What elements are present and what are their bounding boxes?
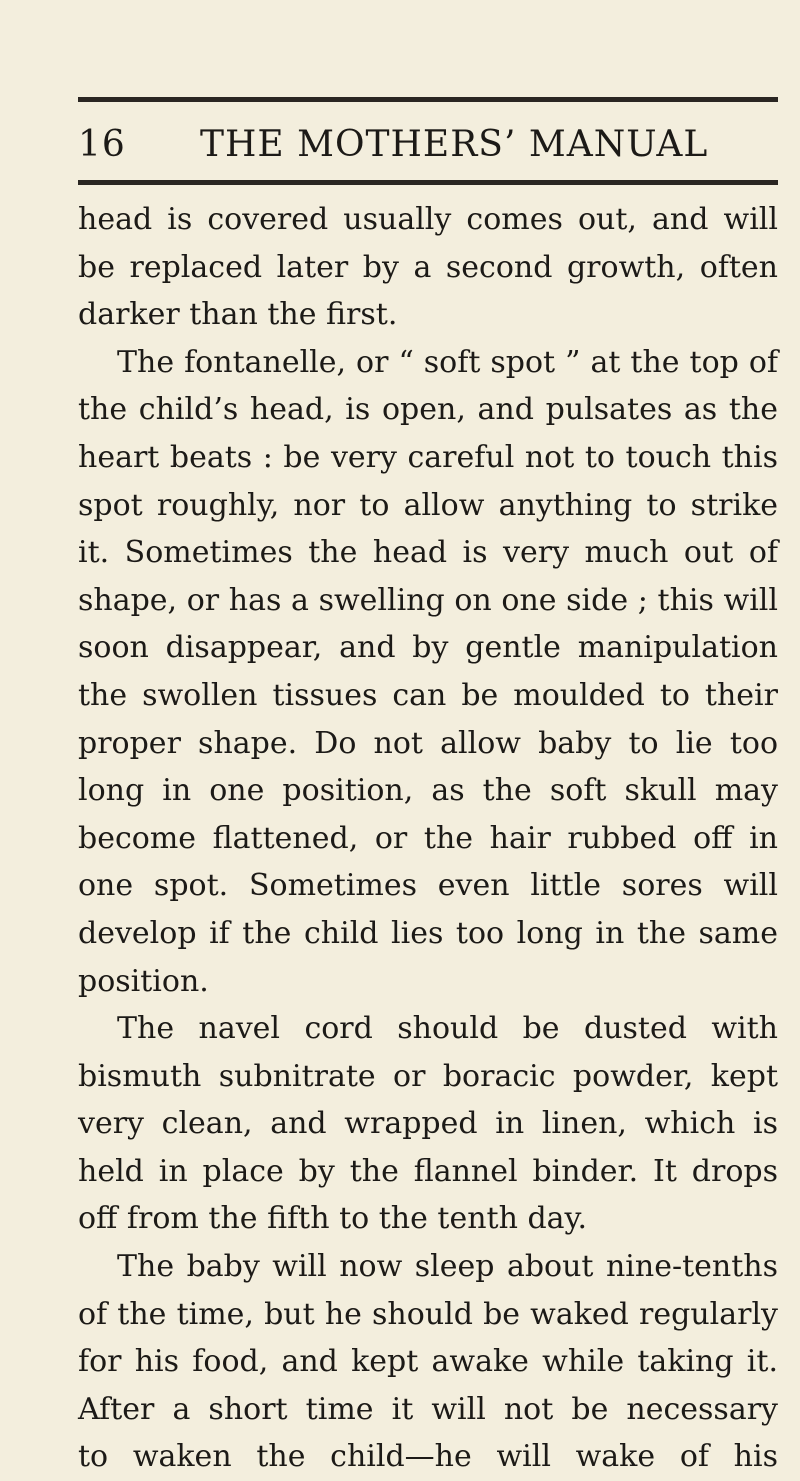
text-line: off from the fifth to the tenth day. [78,1201,588,1237]
text-line: it. Sometimes the head is very much out of [78,535,778,571]
header-rule-top [78,97,778,102]
text-line: position. [78,963,209,999]
running-title: THE MOTHERS’ MANUAL [200,124,709,165]
page-number: 16 [78,124,126,165]
text-line: of the time, but he should be waked regularly [78,1296,778,1332]
text-line: proper shape. Do not allow baby to lie too [78,725,778,761]
text-line: the swollen tissues can be moulded to their [78,677,778,713]
text-line: one spot. Sometimes even little sores will [78,868,778,904]
text-line: become flattened, or the hair rubbed off in [78,820,778,856]
text-line: develop if the child lies too long in the same [78,915,778,951]
text-line: The baby will now sleep about nine-tenths [117,1249,778,1285]
text-line: bismuth subnitrate or boracic powder, kept [78,1058,778,1094]
text-line: soon disappear, and by gentle manipulation [78,630,778,666]
text-line: heart beats : be very careful not to touch this [78,439,778,475]
text-line: spot roughly, nor to allow anything to strike [78,487,778,523]
text-line: The navel cord should be dusted with [117,1011,778,1047]
text-line: shape, or has a swelling on one side ; this will [78,582,778,618]
text-line: long in one position, as the soft skull may [78,773,778,809]
body-text [78,196,778,1481]
text-line: head is covered usually comes out, and will [78,202,778,237]
text-line: After a short time it will not be necessary [78,1391,778,1427]
text-line: for his food, and kept awake while taking it. [78,1344,778,1380]
text-line: very clean, and wrapped in linen, which is [78,1106,778,1142]
page-header [78,120,778,170]
text-line: The fontanelle, or “ soft spot ” at the top of [117,344,778,380]
header-rule-bottom [78,180,778,185]
text-line: the child’s head, is open, and pulsates as the [78,392,778,428]
text-line: darker than the first. [78,297,398,333]
text-line: to waken the child—he will wake of his [78,1439,778,1475]
text-line: be replaced later by a second growth, often [78,249,778,285]
text-line: held in place by the flannel binder. It drops [78,1153,778,1189]
